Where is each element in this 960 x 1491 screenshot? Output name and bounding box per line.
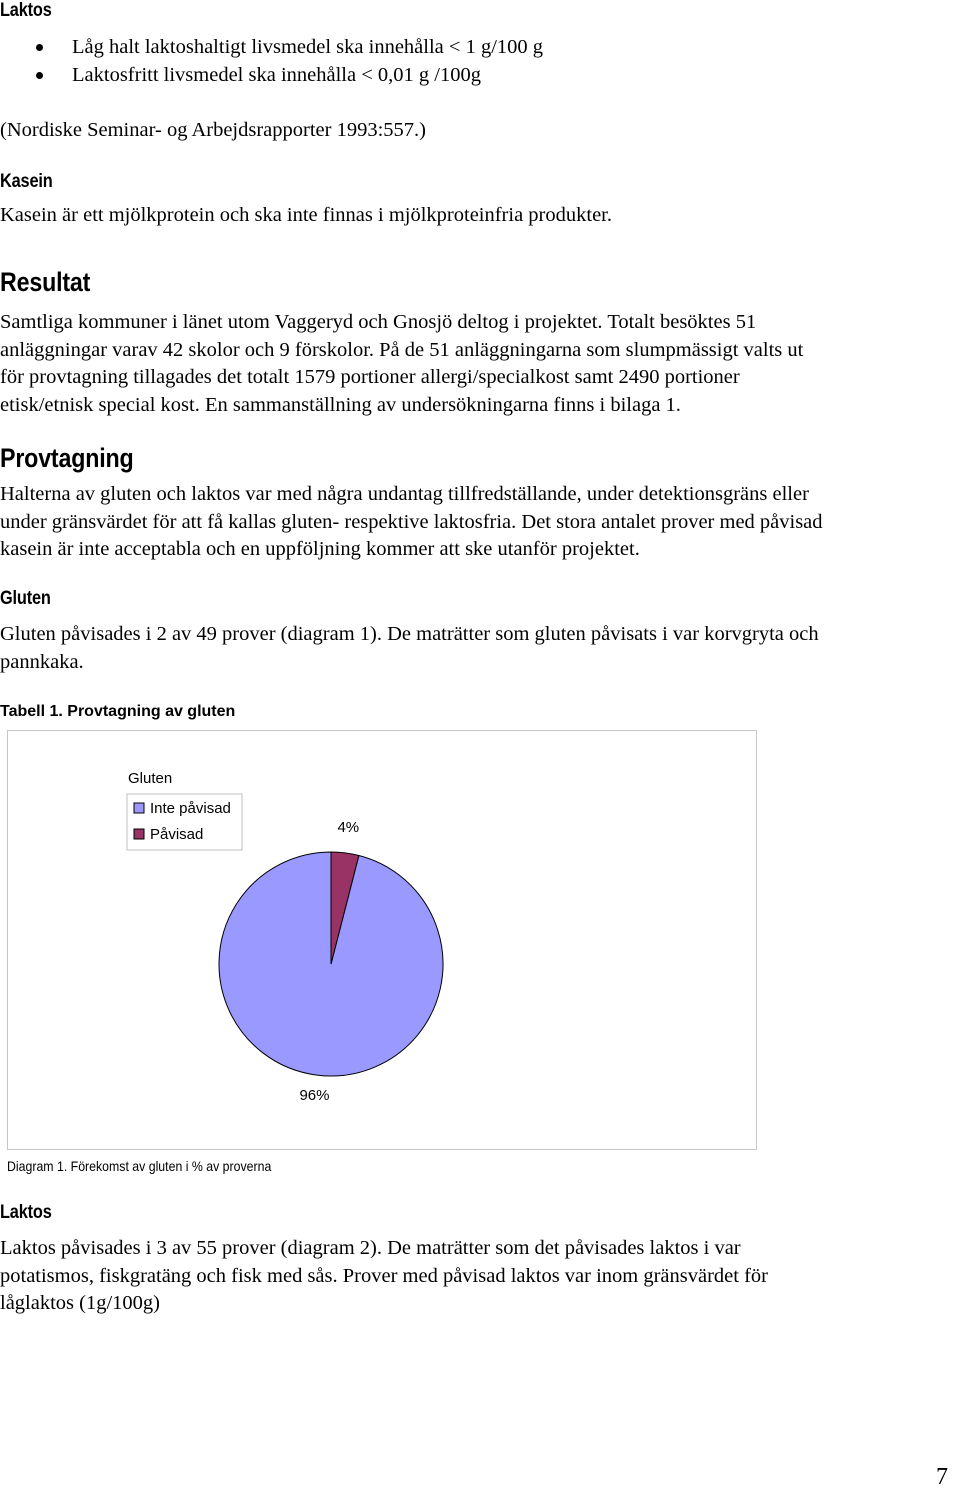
provtagning-paragraph: [0, 481, 960, 564]
text-line: pannkaka.: [0, 650, 84, 673]
list-item: Laktosfritt livsmedel ska innehålla < 0,01 g /100g: [0, 62, 543, 90]
bullet-icon: [36, 44, 43, 51]
chart-title: Gluten: [128, 770, 173, 787]
text-line: kasein är inte acceptabla och en uppföljning kommer att ske utanför projektet.: [0, 538, 640, 560]
legend-label: Inte påvisad: [150, 800, 231, 817]
gluten-paragraph: [0, 621, 960, 676]
heading-resultat: Resultat: [0, 267, 91, 297]
diagram-caption: Diagram 1. Förekomst av gluten i % av proverna: [7, 1158, 272, 1174]
laktos-result-paragraph: [0, 1235, 960, 1318]
text-line: Halterna av gluten och laktos var med några undantag tillfredställande, under detektionsgräns eller: [0, 483, 809, 505]
gluten-pie-chart: [8, 731, 756, 1149]
legend-swatch: [134, 803, 144, 813]
text-line: låglaktos (1g/100g): [0, 1292, 160, 1314]
heading-gluten: Gluten: [0, 588, 51, 609]
list-item: Låg halt laktoshaltigt livsmedel ska innehålla < 1 g/100 g: [0, 34, 543, 62]
text-line: anläggningar varav 42 skolor och 9 förskolor. På de 51 anläggningarna som slumpmässigt valts ut: [0, 338, 804, 361]
text-line: under gränsvärdet för att få kallas gluten- respektive laktosfria. Det stora antalet prover med påvisad: [0, 510, 823, 533]
pie-chart-frame: [7, 730, 757, 1150]
text-line: Samtliga kommuner i länet utom Vaggeryd och Gnosjö deltog i projektet. Totalt besöktes 51: [0, 311, 757, 333]
text-line: potatismos, fiskgratäng och fisk med sås. Prover med påvisad laktos var inom gränsvärdet för: [0, 1264, 769, 1287]
laktos-bullet-list: [0, 34, 543, 89]
legend-swatch: [134, 829, 144, 839]
pie-percentage-label: 96%: [299, 1086, 330, 1104]
legend-label: Påvisad: [150, 826, 204, 843]
heading-laktos-definition: Laktos: [0, 0, 52, 21]
text-line: etisk/etnisk special kost. En sammanställning av undersökningarna finns i bilaga 1.: [0, 393, 681, 416]
text-line: Gluten påvisades i 2 av 49 prover (diagram 1). De maträtter som gluten påvisats i var korvgryta och: [0, 623, 819, 645]
page-number: 7: [936, 1464, 948, 1490]
text-line: Laktos påvisades i 3 av 55 prover (diagram 2). De maträtter som det påvisades laktos i var: [0, 1237, 741, 1259]
kasein-text: Kasein är ett mjölkprotein och ska inte finnas i mjölkproteinfria produkter.: [0, 204, 612, 226]
heading-provtagning: Provtagning: [0, 443, 134, 473]
pie-percentage-label: 4%: [337, 819, 360, 837]
resultat-paragraph: [0, 309, 960, 419]
text-line: för provtagning tillagades det totalt 1579 portioner allergi/specialkost samt 2490 portioner: [0, 366, 740, 388]
bullet-icon: [36, 72, 43, 79]
table-caption: Tabell 1. Provtagning av gluten: [0, 703, 236, 720]
heading-kasein: Kasein: [0, 171, 53, 192]
heading-laktos-result: Laktos: [0, 1202, 52, 1223]
reference-text: (Nordiske Seminar- og Arbejdsrapporter 1993:557.): [0, 119, 427, 141]
